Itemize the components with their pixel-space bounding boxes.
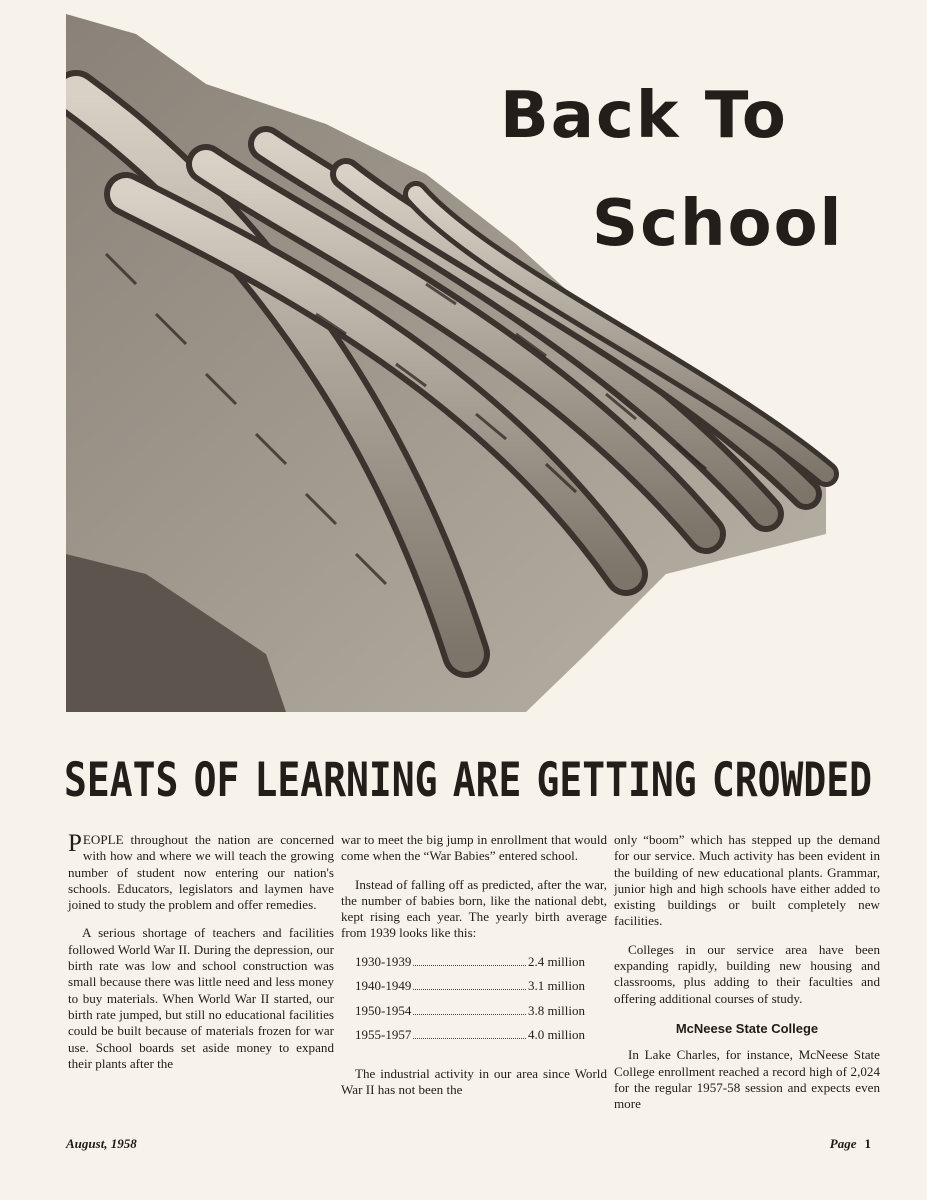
page-title: [500, 62, 900, 278]
paragraph: In Lake Charles, for instance, McNeese State College enrollment reached a record high of 2,024 for the regular 1957-58 session and expects even more: [614, 1047, 880, 1112]
table-row: 1950-1954 3.8 million: [355, 1002, 585, 1018]
article-headline: [64, 742, 872, 817]
paragraph: PEOPLE throughout the nation are concerned with how and where we will teach the growing number of student now entering our nation's schools. Educators, legislators and laymen have joined to study the problem and offer remedies.: [68, 830, 334, 913]
headline-word: SEATS: [64, 752, 179, 807]
title-line-1: Back To: [500, 79, 788, 153]
paragraph: only “boom” which has stepped up the demand for our service. Much activity has been evident in the building of new educational plants. Grammar, junior high and high schools have either added to existing buildings or built completely new facilities.: [614, 832, 880, 929]
section-subhead: McNeese State College: [675, 1020, 819, 1036]
paragraph: war to meet the big jump in enrollment that would come when the “War Babies” entered school.: [341, 832, 607, 864]
paragraph: Instead of falling off as predicted, after the war, the number of babies born, like the national debt, kept rising each year. The yearly birth average from 1939 looks like this:: [341, 876, 607, 941]
headline-word: LEARNING: [254, 752, 438, 807]
table-row: 1940-1949 3.1 million: [355, 978, 585, 994]
headline-word: GETTING: [536, 752, 697, 807]
paragraph: A serious shortage of teachers and facilities followed World War II. During the depression, our birth rate was low and school construction was small because there was little need and less money to buy materials. When World War II started, our birth rate jumped, but still no educational facilities could be built because of materials frozen for war use. School boards set aside money to expand their plants after the: [68, 925, 334, 1071]
headline-word: OF: [193, 752, 240, 807]
table-row: 1955-1957 4.0 million: [355, 1027, 585, 1043]
page-number: Page 1: [829, 1136, 871, 1151]
article-column-1: [68, 832, 334, 1084]
birth-rate-table: [355, 954, 585, 1052]
headline-word: CROWDED: [711, 752, 872, 807]
footer-date: August, 1958: [66, 1136, 137, 1151]
article-column-2: [341, 832, 607, 1110]
paragraph: The industrial activity in our area since World War II has not been the: [341, 1065, 607, 1098]
table-row: 1930-1939 2.4 million: [355, 953, 585, 969]
drop-cap: P: [68, 830, 82, 857]
article-column-3: [614, 832, 880, 1124]
title-line-2: School: [592, 187, 844, 261]
headline-word: ARE: [452, 752, 522, 807]
paragraph: Colleges in our service area have been expanding rapidly, building new housing and classrooms, plus adding to their faculties and offering additional courses of study.: [614, 941, 880, 1006]
